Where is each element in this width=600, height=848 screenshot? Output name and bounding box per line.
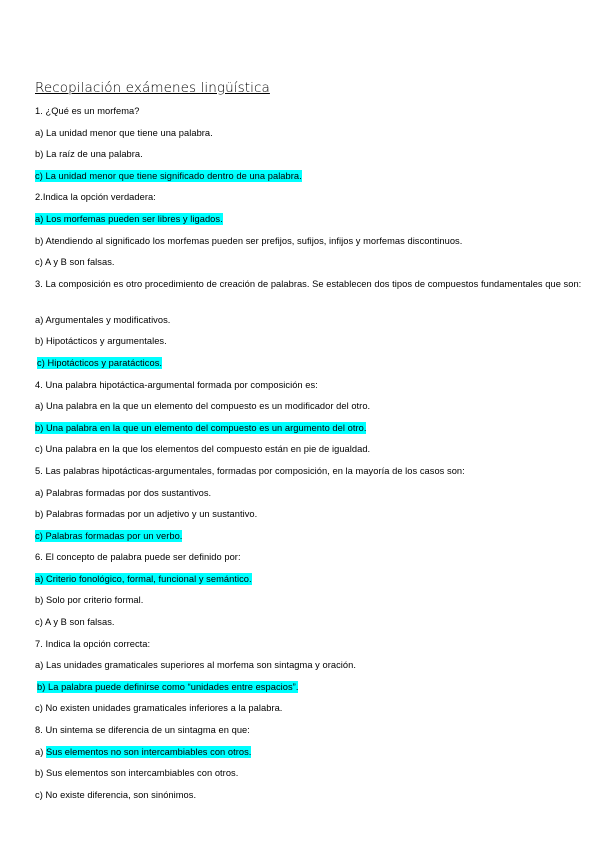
line-text: a) Palabras formadas por dos sustantivos. <box>35 487 212 498</box>
highlighted-text: a) Criterio fonológico, formal, funcional y semántico. <box>35 573 252 584</box>
highlighted-text: b) Una palabra en la que un elemento del compuesto es un argumento del otro. <box>35 422 367 433</box>
highlighted-text: c) Hipotácticos y paratácticos. <box>37 357 163 368</box>
highlighted-answer-line <box>35 680 598 702</box>
line-text: a) Las unidades gramaticales superiores al morfema son sintagma y oración. <box>35 660 356 671</box>
highlighted-text: a) Los morfemas pueden ser libres y ligados. <box>35 213 223 224</box>
document-line <box>35 637 598 659</box>
line-text: c) A y B son falsas. <box>35 617 115 628</box>
document-title: Recopilación exámenes lingüística <box>35 80 270 96</box>
answer-prefix: a) <box>35 746 46 757</box>
line-text: 1. ¿Qué es un morfema? <box>35 106 140 116</box>
line-text: 6. El concepto de palabra puede ser definido por: <box>35 552 241 563</box>
line-text: c) No existen unidades gramaticales inferiores a la palabra. <box>35 703 283 714</box>
line-text: a) Argumentales y modificativos. <box>35 314 171 325</box>
document-line <box>35 507 598 529</box>
document-line <box>35 334 598 356</box>
document-line <box>35 486 598 508</box>
highlighted-answer-line <box>35 529 598 551</box>
document-line <box>35 104 598 126</box>
highlighted-answer-line <box>35 572 598 594</box>
line-text: 7. Indica la opción correcta: <box>35 638 151 649</box>
line-text: a) Una palabra en la que un elemento del compuesto es un modificador del otro. <box>35 401 371 412</box>
document-line <box>35 615 598 637</box>
line-text: 3. La composición es otro procedimiento de creación de palabras. Se establecen dos tipos de compuestos fundamentales que son: <box>35 278 582 289</box>
document-line <box>35 723 598 745</box>
document-line <box>35 313 598 335</box>
highlighted-answer-line <box>35 356 598 378</box>
line-text: 5. Las palabras hipotácticas-argumentales, formadas por composición, en la mayoría de los casos son: <box>35 465 465 476</box>
line-text: b) Hipotácticos y argumentales. <box>35 336 167 347</box>
line-text: b) Solo por criterio formal. <box>35 595 144 606</box>
highlighted-answer-line <box>35 212 598 234</box>
line-text: b) La raíz de una palabra. <box>35 149 143 160</box>
line-text: b) Sus elementos son intercambiables con otros. <box>35 768 239 779</box>
document-line <box>35 766 598 788</box>
document-body <box>35 104 598 809</box>
line-text: c) Una palabra en la que los elementos del compuesto están en pie de igualdad. <box>35 444 371 455</box>
document-line <box>35 593 598 615</box>
document-line <box>35 378 598 400</box>
highlighted-text: c) Palabras formadas por un verbo. <box>35 530 183 541</box>
highlighted-answer-line <box>35 169 598 191</box>
line-text: c) A y B son falsas. <box>35 257 115 268</box>
line-text: b) Palabras formadas por un adjetivo y un sustantivo. <box>35 509 258 520</box>
highlighted-text: b) La palabra puede definirse como “unidades entre espacios”. <box>37 681 299 692</box>
document-line <box>35 658 598 680</box>
document-line <box>35 190 598 212</box>
highlighted-text: Sus elementos no son intercambiables con otros. <box>46 746 252 757</box>
highlighted-answer-line <box>35 745 598 767</box>
line-text: 4. Una palabra hipotáctica-argumental formada por composición es: <box>35 379 318 390</box>
highlighted-answer-line <box>35 421 598 443</box>
document-line <box>35 234 598 256</box>
document-line <box>35 701 598 723</box>
document-line <box>35 399 598 421</box>
document-line <box>35 788 598 810</box>
line-text: c) No existe diferencia, son sinónimos. <box>35 789 197 800</box>
highlighted-text: c) La unidad menor que tiene significado dentro de una palabra. <box>35 170 302 181</box>
document-line <box>35 255 598 277</box>
document-line <box>35 147 598 169</box>
line-text: 8. Un sintema se diferencia de un sintagma en que: <box>35 725 250 736</box>
document-line <box>35 277 598 313</box>
document-line <box>35 550 598 572</box>
line-text: a) La unidad menor que tiene una palabra. <box>35 127 213 138</box>
document-line <box>35 126 598 148</box>
line-text: 2.Indica la opción verdadera: <box>35 192 156 203</box>
line-text: b) Atendiendo al significado los morfemas pueden ser prefijos, sufijos, infijos y morfemas discontinuos. <box>35 235 463 246</box>
document-line <box>35 442 598 464</box>
document-line <box>35 464 598 486</box>
